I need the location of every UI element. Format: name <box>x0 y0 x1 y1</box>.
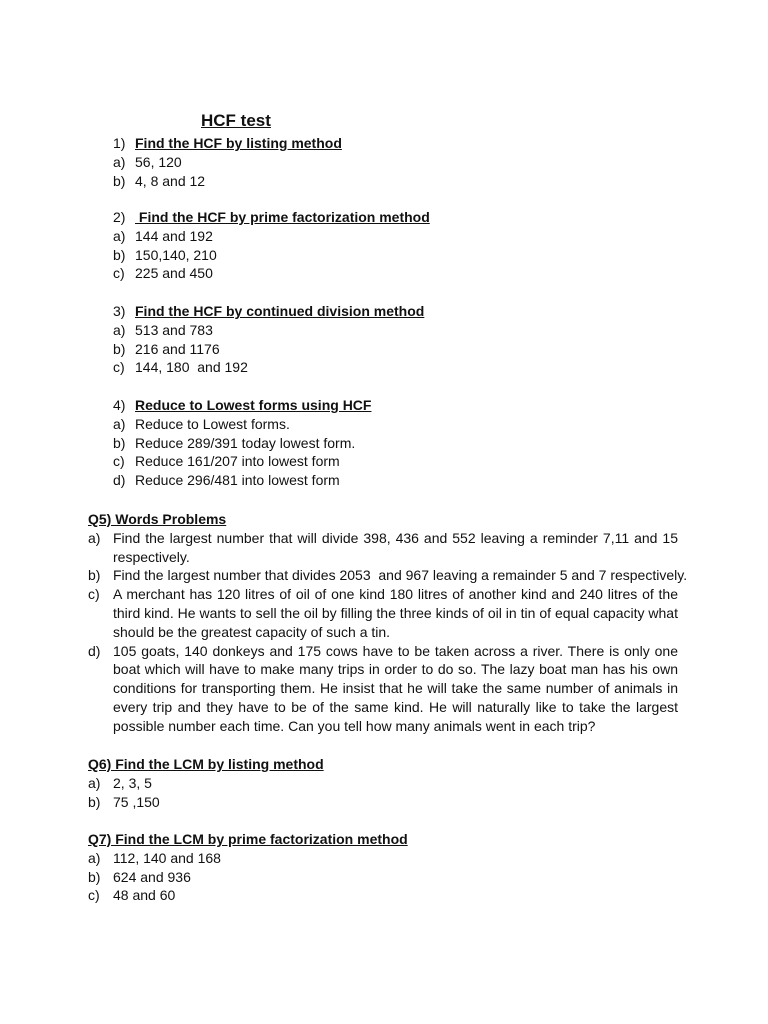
list-item <box>113 246 713 265</box>
list-item <box>113 264 713 283</box>
section-heading-text: Find the HCF by listing method <box>135 135 342 151</box>
list-item <box>113 434 713 453</box>
item-text: A merchant has 120 litres of oil of one kind 180 litres of another kind and 240 litres of the third kind. He wants to sell the oil by filling the three kinds of oil in tin of equal capacity what should be the greatest capacity of such a tin. <box>113 586 678 640</box>
item-label: c) <box>113 265 125 282</box>
section-3 <box>113 302 713 377</box>
list-item <box>113 452 713 471</box>
item-text: 75 ,150 <box>113 793 160 810</box>
item-text: 56, 120 <box>135 153 182 170</box>
list-item <box>113 153 713 172</box>
section-number: 3) <box>113 303 126 319</box>
section-heading <box>113 134 713 153</box>
list-item <box>113 340 713 359</box>
item-text: 4, 8 and 12 <box>135 172 206 189</box>
section-number: 2) <box>113 209 126 225</box>
item-label: a) <box>113 227 126 244</box>
section-4 <box>113 396 713 490</box>
list-item <box>113 415 713 434</box>
item-text: 48 and 60 <box>113 887 176 904</box>
item-text: Reduce 161/207 into lowest form <box>135 453 340 470</box>
section-heading-text: Q6) Find the LCM by listing method <box>88 756 324 772</box>
item-text: 225 and 450 <box>135 265 213 282</box>
list-item <box>88 793 688 812</box>
list-item <box>88 774 688 793</box>
section-heading <box>113 396 713 415</box>
item-text: 624 and 936 <box>113 868 191 885</box>
item-label: a) <box>113 153 126 170</box>
item-label: c) <box>88 887 100 904</box>
document-title: HCF test <box>201 111 271 130</box>
list-item <box>88 868 688 887</box>
section-heading-text: Q7) Find the LCM by prime factorization method <box>88 831 408 847</box>
item-label: c) <box>113 453 125 470</box>
section-heading-text: Reduce to Lowest forms using HCF <box>135 397 372 413</box>
item-label: b) <box>88 567 101 584</box>
item-text: 150,140, 210 <box>135 246 217 263</box>
section-heading-text: Find the HCF by prime factorization method <box>135 209 430 225</box>
section-1 <box>113 134 713 190</box>
section-heading <box>88 830 688 849</box>
section-heading <box>113 208 713 227</box>
item-label: a) <box>113 415 126 432</box>
list-item <box>113 358 713 377</box>
section-heading <box>113 302 713 321</box>
section-heading-text: Q5) Words Problems <box>88 511 227 527</box>
list-item <box>113 321 713 340</box>
section-heading <box>88 755 688 774</box>
item-text: 105 goats, 140 donkeys and 175 cows have to be taken across a river. There is only one boat which will have to make many trips in order to do so. The lazy boat man has his own conditions for transporting them. He insist that he will take the same number of animals in every trip and they have to be of the same kind. He will naturally like to take the largest possible number each time. Can you tell how many animals went in each trip? <box>113 642 678 734</box>
list-item <box>113 172 713 191</box>
item-label: a) <box>88 529 101 546</box>
item-label: b) <box>88 868 101 885</box>
section-q6-lcm-listing <box>88 755 688 811</box>
section-number: 1) <box>113 135 126 151</box>
list-item <box>88 566 688 585</box>
list-item <box>113 227 713 246</box>
item-text: Find the largest number that divides 2053 and 967 leaving a remainder 5 and 7 respectively. <box>113 567 688 584</box>
item-text: Reduce to Lowest forms. <box>135 415 290 432</box>
item-text: Find the largest number that will divide 398, 436 and 552 leaving a reminder 7,11 and 15 respectively. <box>113 529 678 565</box>
list-item <box>88 529 678 567</box>
item-label: b) <box>113 434 126 451</box>
section-q5-words-problems <box>88 510 688 736</box>
item-label: b) <box>113 172 126 189</box>
list-item <box>113 471 713 490</box>
item-label: b) <box>113 246 126 263</box>
list-item <box>88 642 678 736</box>
item-text: Reduce 289/391 today lowest form. <box>135 434 356 451</box>
section-heading <box>88 510 678 529</box>
list-item <box>88 849 688 868</box>
section-number: 4) <box>113 397 126 413</box>
item-text: 513 and 783 <box>135 321 213 338</box>
item-label: b) <box>88 793 101 810</box>
section-2 <box>113 208 713 283</box>
item-text: 2, 3, 5 <box>113 774 152 791</box>
item-label: c) <box>88 586 100 603</box>
item-text: 144, 180 and 192 <box>135 359 248 376</box>
item-label: d) <box>88 642 101 659</box>
list-item <box>88 886 688 905</box>
item-label: d) <box>113 472 126 489</box>
item-label: a) <box>88 849 101 866</box>
item-text: 144 and 192 <box>135 227 213 244</box>
item-text: 216 and 1176 <box>135 340 220 357</box>
section-heading-text: Find the HCF by continued division method <box>135 303 425 319</box>
item-label: c) <box>113 359 125 376</box>
item-text: Reduce 296/481 into lowest form <box>135 472 340 489</box>
item-label: b) <box>113 340 126 357</box>
section-q7-lcm-prime-factorization <box>88 830 688 905</box>
item-text: 112, 140 and 168 <box>113 849 221 866</box>
list-item <box>88 585 678 641</box>
item-label: a) <box>113 321 126 338</box>
item-label: a) <box>88 774 101 791</box>
